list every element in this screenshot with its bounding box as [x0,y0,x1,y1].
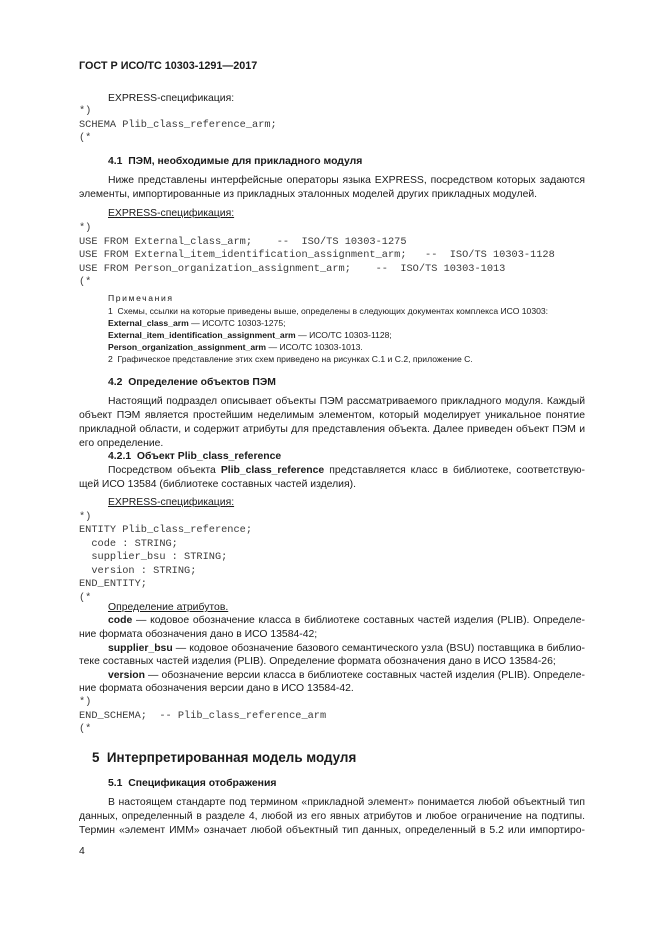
attribute-name: supplier_bsu [108,643,173,654]
note-ref [108,319,286,328]
paragraph-line: прикладной области, и содержит атрибуты для представления объекта. Далее приведен объект ПЭМ и [79,424,585,435]
code-line: code : STRING; [79,538,178,550]
code-line: (* [79,592,92,604]
code-line: (* [79,276,92,288]
section-4-2-heading: 4.2 Определение объектов ПЭМ [108,377,276,388]
paragraph-line: его определение. [79,438,164,449]
document-header-title: ГОСТ Р ИСО/ТС 10303-1291—2017 [79,60,258,72]
text-run: представляется класс в библиотеке, соответствую- [324,465,585,476]
section-4-1-heading: 4.1 ПЭМ, необходимые для прикладного модуля [108,156,363,167]
section-5-heading: 5 Интерпретированная модель модуля [92,750,357,765]
attributes-title: Определение атрибутов. [108,602,229,613]
paragraph-line: объект ПЭМ является простейшим неделимым элементом, который моделирует уникальное понятие [79,410,585,421]
notes-title: Примечания [108,293,174,303]
code-line: USE FROM Person_organization_assignment_arm; -- ISO/TS 10303-1013 [79,263,506,275]
code-line: *) [79,105,92,117]
code-line: *) [79,222,92,234]
page-number: 4 [79,846,85,857]
code-line: USE FROM External_item_identification_assignment_arm; -- ISO/TS 10303-1128 [79,249,555,261]
paragraph-line: ние формата обозначения версии дано в ИСО 13584-42. [79,683,354,694]
note-ref-doc: — ИСО/ТС 10303-1275; [188,318,286,328]
code-line: SCHEMA Plib_class_reference_arm; [79,119,277,131]
express-spec-label: EXPRESS-спецификация: [108,497,235,508]
attribute-definition [108,644,585,654]
code-line: (* [79,723,92,735]
code-line: supplier_bsu : STRING; [79,551,228,563]
text-run: Посредством объекта [108,465,221,476]
note-1: 1 Схемы, ссылки на которые приведены выше, определены в следующих документах комплекса ИСО 10303: [108,306,549,316]
note-ref [108,331,392,340]
attribute-text: — кодовое обозначение базового семантического узла (BSU) поставщика в библио- [172,643,585,654]
attribute-name: code [108,615,133,626]
paragraph-line: Термин «элемент ИММ» означает любой объектный тип данных, определенный в 5.2 или импортиро- [79,825,585,836]
express-spec-label: EXPRESS-спецификация: [108,93,235,104]
express-spec-label: EXPRESS-спецификация: [108,208,235,219]
note-ref-doc: — ИСО/ТС 10303-1013. [266,342,363,352]
code-line: ENTITY Plib_class_reference; [79,524,253,536]
entity-name: Plib_class_reference [220,465,325,476]
code-line: version : STRING; [79,565,197,577]
note-ref-name: Person_organization_assignment_arm [108,342,267,352]
note-ref [108,343,363,352]
paragraph-line: теке составных частей изделия (PLIB). Определение формата обозначения дано в ИСО 13584-26; [79,656,556,667]
paragraph-line: данных, определенный в разделе 4, любой из его явных атрибутов и любое ограничение на подтипы. [79,811,585,822]
attribute-text: — обозначение версии класса в библиотеке составных частей изделия (PLIB). Определе- [144,670,585,681]
code-line: *) [79,696,92,708]
paragraph-line: ние формата обозначения дано в ИСО 13584-42; [79,629,318,640]
paragraph-line: В настоящем стандарте под термином «прикладной элемент» понимается любой объектный тип [108,797,585,808]
note-ref-name: External_item_identification_assignment_arm [108,330,296,340]
note-ref-doc: — ИСО/ТС 10303-1128; [295,330,392,340]
paragraph-line: элементы, импортированные из прикладных эталонных моделей других прикладных модулей. [79,189,538,200]
paragraph-line: щей ИСО 13584 (библиотеке составных частей изделия). [79,479,356,490]
code-line: END_ENTITY; [79,578,147,590]
note-2: 2 Графическое представление этих схем приведено на рисунках С.1 и С.2, приложение С. [108,354,473,364]
code-line: END_SCHEMA; -- Plib_class_reference_arm [79,710,327,722]
paragraph-line [108,466,585,476]
attribute-text: — кодовое обозначение класса в библиотеке составных частей изделия (PLIB). Определе- [132,615,585,626]
attribute-name: version [108,670,145,681]
section-4-2-1-heading: 4.2.1 Объект Plib_class_reference [108,451,282,462]
paragraph-line: Ниже представлены интерфейсные операторы языка EXPRESS, посредством которых задаются [108,175,585,186]
attribute-definition [108,671,585,681]
code-line: (* [79,132,92,144]
section-5-1-heading: 5.1 Спецификация отображения [108,778,277,789]
code-line: *) [79,511,92,523]
note-ref-name: External_class_arm [108,318,189,328]
code-line: USE FROM External_class_arm; -- ISO/TS 10303-1275 [79,236,407,248]
paragraph-line: Настоящий подраздел описывает объекты ПЭМ рассматриваемого прикладного модуля. Каждый [108,396,585,407]
attribute-definition [108,616,585,626]
